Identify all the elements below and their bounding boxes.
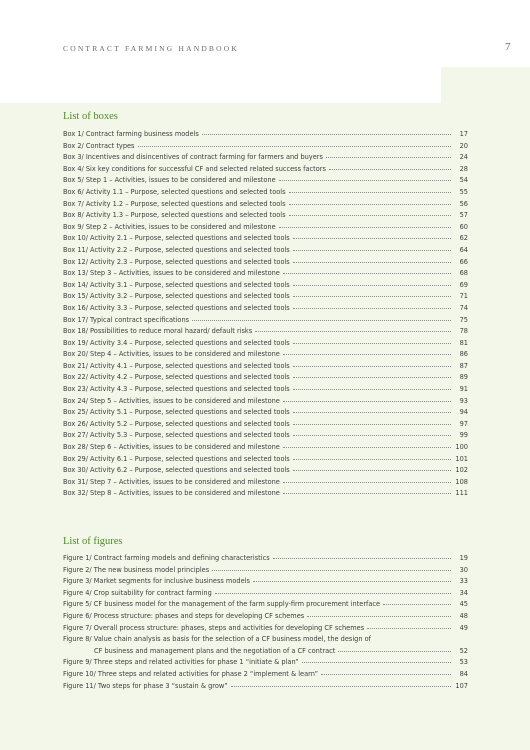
dot-leader [293,285,451,286]
box-entry-label: Box 31/ Step 7 – Activities, issues to be considered and milestone [63,477,280,486]
box-entry-page: 94 [459,408,468,417]
box-entry[interactable] [63,304,468,316]
figure-entry[interactable] [63,566,468,578]
figure-entry[interactable] [63,658,468,670]
figure-entry[interactable] [63,624,468,636]
box-entry-page: 56 [459,199,468,208]
box-entry-page: 97 [459,419,468,428]
box-entry[interactable] [63,339,468,351]
figure-entry[interactable] [63,577,468,589]
figure-entry[interactable] [63,612,468,624]
dot-leader [293,296,451,297]
dot-leader [293,366,451,367]
box-entry-label: Box 17/ Typical contract specifications [63,315,190,324]
box-entry[interactable] [63,408,468,420]
figure-entry-label: Figure 1/ Contract farming models and defining characteristics [63,554,270,562]
box-entry-page: 60 [459,222,468,231]
box-entry-label: Box 26/ Activity 5.2 – Purpose, selected questions and selected tools [63,419,290,428]
box-entry-label: Box 22/ Activity 4.2 – Purpose, selected questions and selected tools [63,373,290,382]
box-entry-label: Box 16/ Activity 3.3 – Purpose, selected questions and selected tools [63,303,290,312]
box-entry-page: 86 [459,350,468,359]
box-entry-label: Box 7/ Activity 1.2 – Purpose, selected questions and selected tools [63,199,286,208]
dot-leader [293,343,451,344]
box-entry[interactable] [63,165,468,177]
figure-entry-page: 84 [459,669,468,678]
box-entry[interactable] [63,397,468,409]
dot-leader [279,227,451,228]
box-entry[interactable] [63,431,468,443]
box-entry-page: 78 [459,327,468,336]
figure-entry-label: Figure 9/ Three steps and related activities for phase 1 “initiate & plan” [63,658,299,667]
box-entry-label: Box 1/ Contract farming business models [63,130,199,138]
figure-entry-page: 19 [459,554,468,562]
box-entry-label: Box 8/ Activity 1.3 – Purpose, selected questions and selected tools [63,211,286,220]
figure-entry-label: CF business and management plans and the negotiation of a CF contract [94,646,336,655]
box-entry[interactable] [63,176,468,188]
box-entry-page: 108 [455,477,468,486]
dot-leader [283,401,451,402]
figure-entry-label: Figure 11/ Two steps for phase 3 “sustain & grow” [63,681,228,690]
figure-entry-label: Figure 5/ CF business model for the management of the farm supply-firm procurement interface [63,600,381,609]
figure-entry[interactable] [63,682,468,694]
box-entry[interactable] [63,153,468,165]
dot-leader [293,262,451,263]
dot-leader [293,250,451,251]
box-entry-label: Box 28/ Step 6 – Activities, issues to be considered and milestone [63,443,280,452]
dot-leader [293,435,451,436]
box-entry-label: Box 27/ Activity 5.3 – Purpose, selected questions and selected tools [63,431,290,440]
box-entry[interactable] [63,281,468,293]
figure-entry-page: 53 [459,658,468,667]
box-entry[interactable] [63,373,468,385]
box-entry-page: 102 [455,466,468,475]
dot-leader [293,308,451,309]
box-entry-page: 64 [459,245,468,254]
figure-entry-page: 30 [459,565,468,574]
figure-entry-label: Figure 3/ Market segments for inclusive business models [63,577,250,586]
running-title: CONTRACT FARMING HANDBOOK [63,44,239,53]
box-entry-page: 101 [455,454,468,463]
box-entry-label: Box 12/ Activity 2.3 – Purpose, selected questions and selected tools [63,257,290,266]
dot-leader [283,354,451,355]
box-entry-label: Box 3/ Incentives and disincentives of contract farming for farmers and buyers [63,153,323,162]
box-entry[interactable] [63,258,468,270]
dot-leader [283,273,451,274]
page-number: 7 [505,41,511,53]
figure-entry-page: 45 [459,600,468,609]
box-entry-label: Box 23/ Activity 4.3 – Purpose, selected questions and selected tools [63,385,290,394]
box-entry-page: 28 [459,164,468,173]
dot-leader [283,493,451,494]
dot-leader [383,604,451,605]
dot-leader [202,134,451,135]
box-entry-label: Box 21/ Activity 4.1 – Purpose, selected questions and selected tools [63,361,290,370]
box-entry-page: 75 [459,315,468,324]
box-entry[interactable] [63,466,468,478]
box-entry-label: Box 20/ Step 4 – Activities, issues to be considered and milestone [63,350,280,359]
dot-leader [273,558,451,559]
figure-entry-page: 48 [459,611,468,620]
box-entry-label: Box 5/ Step 1 – Activities, issues to be considered and milestone [63,176,276,185]
dot-leader [326,157,451,158]
box-entry-page: 55 [459,187,468,196]
figure-entry-page: 33 [459,577,468,586]
figure-entry-page: 34 [459,588,468,597]
box-entry[interactable] [63,420,468,432]
box-entry[interactable] [63,385,468,397]
box-entry-page: 17 [459,130,468,138]
box-entry-label: Box 29/ Activity 6.1 – Purpose, selected questions and selected tools [63,454,290,463]
figure-entry[interactable] [63,647,468,659]
figure-entry-label: Figure 2/ The new business model principles [63,565,210,574]
panel-notch [441,67,530,103]
dot-leader [289,192,451,193]
box-entry-label: Box 32/ Step 8 – Activities, issues to be considered and milestone [63,489,280,498]
box-entry-page: 81 [459,338,468,347]
figure-entry[interactable] [63,589,468,601]
dot-leader [212,570,451,571]
box-entry[interactable] [63,478,468,490]
dot-leader [321,674,451,675]
dot-leader [255,331,451,332]
box-entry[interactable] [63,188,468,200]
box-entry-label: Box 30/ Activity 6.2 – Purpose, selected questions and selected tools [63,466,290,475]
box-entry[interactable] [63,455,468,467]
box-entry[interactable] [63,350,468,362]
list-of-figures-title: List of figures [63,536,123,547]
box-entry-page: 100 [455,443,468,452]
box-entry-page: 24 [459,153,468,162]
figure-entry-page: 49 [459,623,468,632]
figure-entry-label: Figure 8/ Value chain analysis as basis for the selection of a CF business model, the design of [63,635,371,644]
box-entry-label: Box 15/ Activity 3.2 – Purpose, selected questions and selected tools [63,292,290,301]
box-entry-label: Box 4/ Six key conditions for successful CF and selected related success factors [63,164,326,173]
box-entry[interactable] [63,269,468,281]
dot-leader [293,459,451,460]
dot-leader [293,470,451,471]
figure-entry-label: Figure 6/ Process structure: phases and steps for developing CF schemes [63,611,305,620]
box-entry-page: 54 [459,176,468,185]
figure-entry[interactable] [63,554,468,566]
dot-leader [367,628,451,629]
box-entry[interactable] [63,234,468,246]
dot-leader [231,686,451,687]
dot-leader [289,215,451,216]
dot-leader [293,412,451,413]
figure-entry[interactable] [63,635,468,647]
box-entry-label: Box 11/ Activity 2.2 – Purpose, selected questions and selected tools [63,245,290,254]
list-of-boxes-title: List of boxes [63,111,118,122]
figure-entry-label: Figure 4/ Crop suitability for contract farming [63,588,212,597]
dot-leader [192,320,451,321]
box-entry-page: 68 [459,269,468,278]
box-entry-page: 87 [459,361,468,370]
box-entry-label: Box 24/ Step 5 – Activities, issues to be considered and milestone [63,396,280,405]
dot-leader [293,389,451,390]
dot-leader [279,180,451,181]
figure-entry-page: 52 [459,646,468,655]
dot-leader [329,169,451,170]
box-entry-label: Box 9/ Step 2 – Activities, issues to be considered and milestone [63,222,276,231]
list-of-figures [63,554,468,693]
box-entry-page: 111 [455,489,468,498]
box-entry[interactable] [63,200,468,212]
dot-leader [138,146,452,147]
dot-leader [302,662,451,663]
dot-leader [283,447,451,448]
dot-leader [283,482,451,483]
box-entry-label: Box 14/ Activity 3.1 – Purpose, selected questions and selected tools [63,280,290,289]
box-entry[interactable] [63,292,468,304]
box-entry-page: 89 [459,373,468,382]
box-entry-label: Box 10/ Activity 2.1 – Purpose, selected questions and selected tools [63,234,290,243]
figure-entry[interactable] [63,600,468,612]
box-entry-page: 71 [459,292,468,301]
dot-leader [338,651,451,652]
dot-leader [253,581,451,582]
box-entry-page: 20 [459,141,468,150]
box-entry[interactable] [63,489,468,501]
box-entry-label: Box 19/ Activity 3.4 – Purpose, selected questions and selected tools [63,338,290,347]
box-entry[interactable] [63,142,468,154]
dot-leader [293,377,451,378]
box-entry[interactable] [63,327,468,339]
figure-entry-label: Figure 7/ Overall process structure: phases, steps and activities for developing CF schemes [63,623,365,632]
dot-leader [293,238,451,239]
box-entry-page: 91 [459,385,468,394]
figure-entry-label: Figure 10/ Three steps and related activities for phase 2 “implement & learn” [63,669,318,678]
figure-entry[interactable] [63,670,468,682]
figure-entry-page: 107 [455,681,468,690]
box-entry[interactable] [63,223,468,235]
box-entry[interactable] [63,211,468,223]
box-entry[interactable] [63,443,468,455]
box-entry-page: 74 [459,303,468,312]
box-entry-label: Box 18/ Possibilities to reduce moral hazard/ default risks [63,327,253,336]
box-entry[interactable] [63,362,468,374]
box-entry[interactable] [63,316,468,328]
box-entry-page: 62 [459,234,468,243]
dot-leader [293,424,451,425]
box-entry[interactable] [63,246,468,258]
dot-leader [307,616,451,617]
box-entry-page: 69 [459,280,468,289]
box-entry-label: Box 6/ Activity 1.1 – Purpose, selected questions and selected tools [63,187,286,196]
box-entry[interactable] [63,130,468,142]
box-entry-page: 99 [459,431,468,440]
dot-leader [215,593,451,594]
box-entry-label: Box 25/ Activity 5.1 – Purpose, selected questions and selected tools [63,408,290,417]
dot-leader [289,204,451,205]
box-entry-label: Box 13/ Step 3 – Activities, issues to be considered and milestone [63,269,280,278]
box-entry-label: Box 2/ Contract types [63,141,135,150]
box-entry-page: 93 [459,396,468,405]
list-of-boxes [63,130,468,501]
box-entry-page: 57 [459,211,468,220]
box-entry-page: 66 [459,257,468,266]
